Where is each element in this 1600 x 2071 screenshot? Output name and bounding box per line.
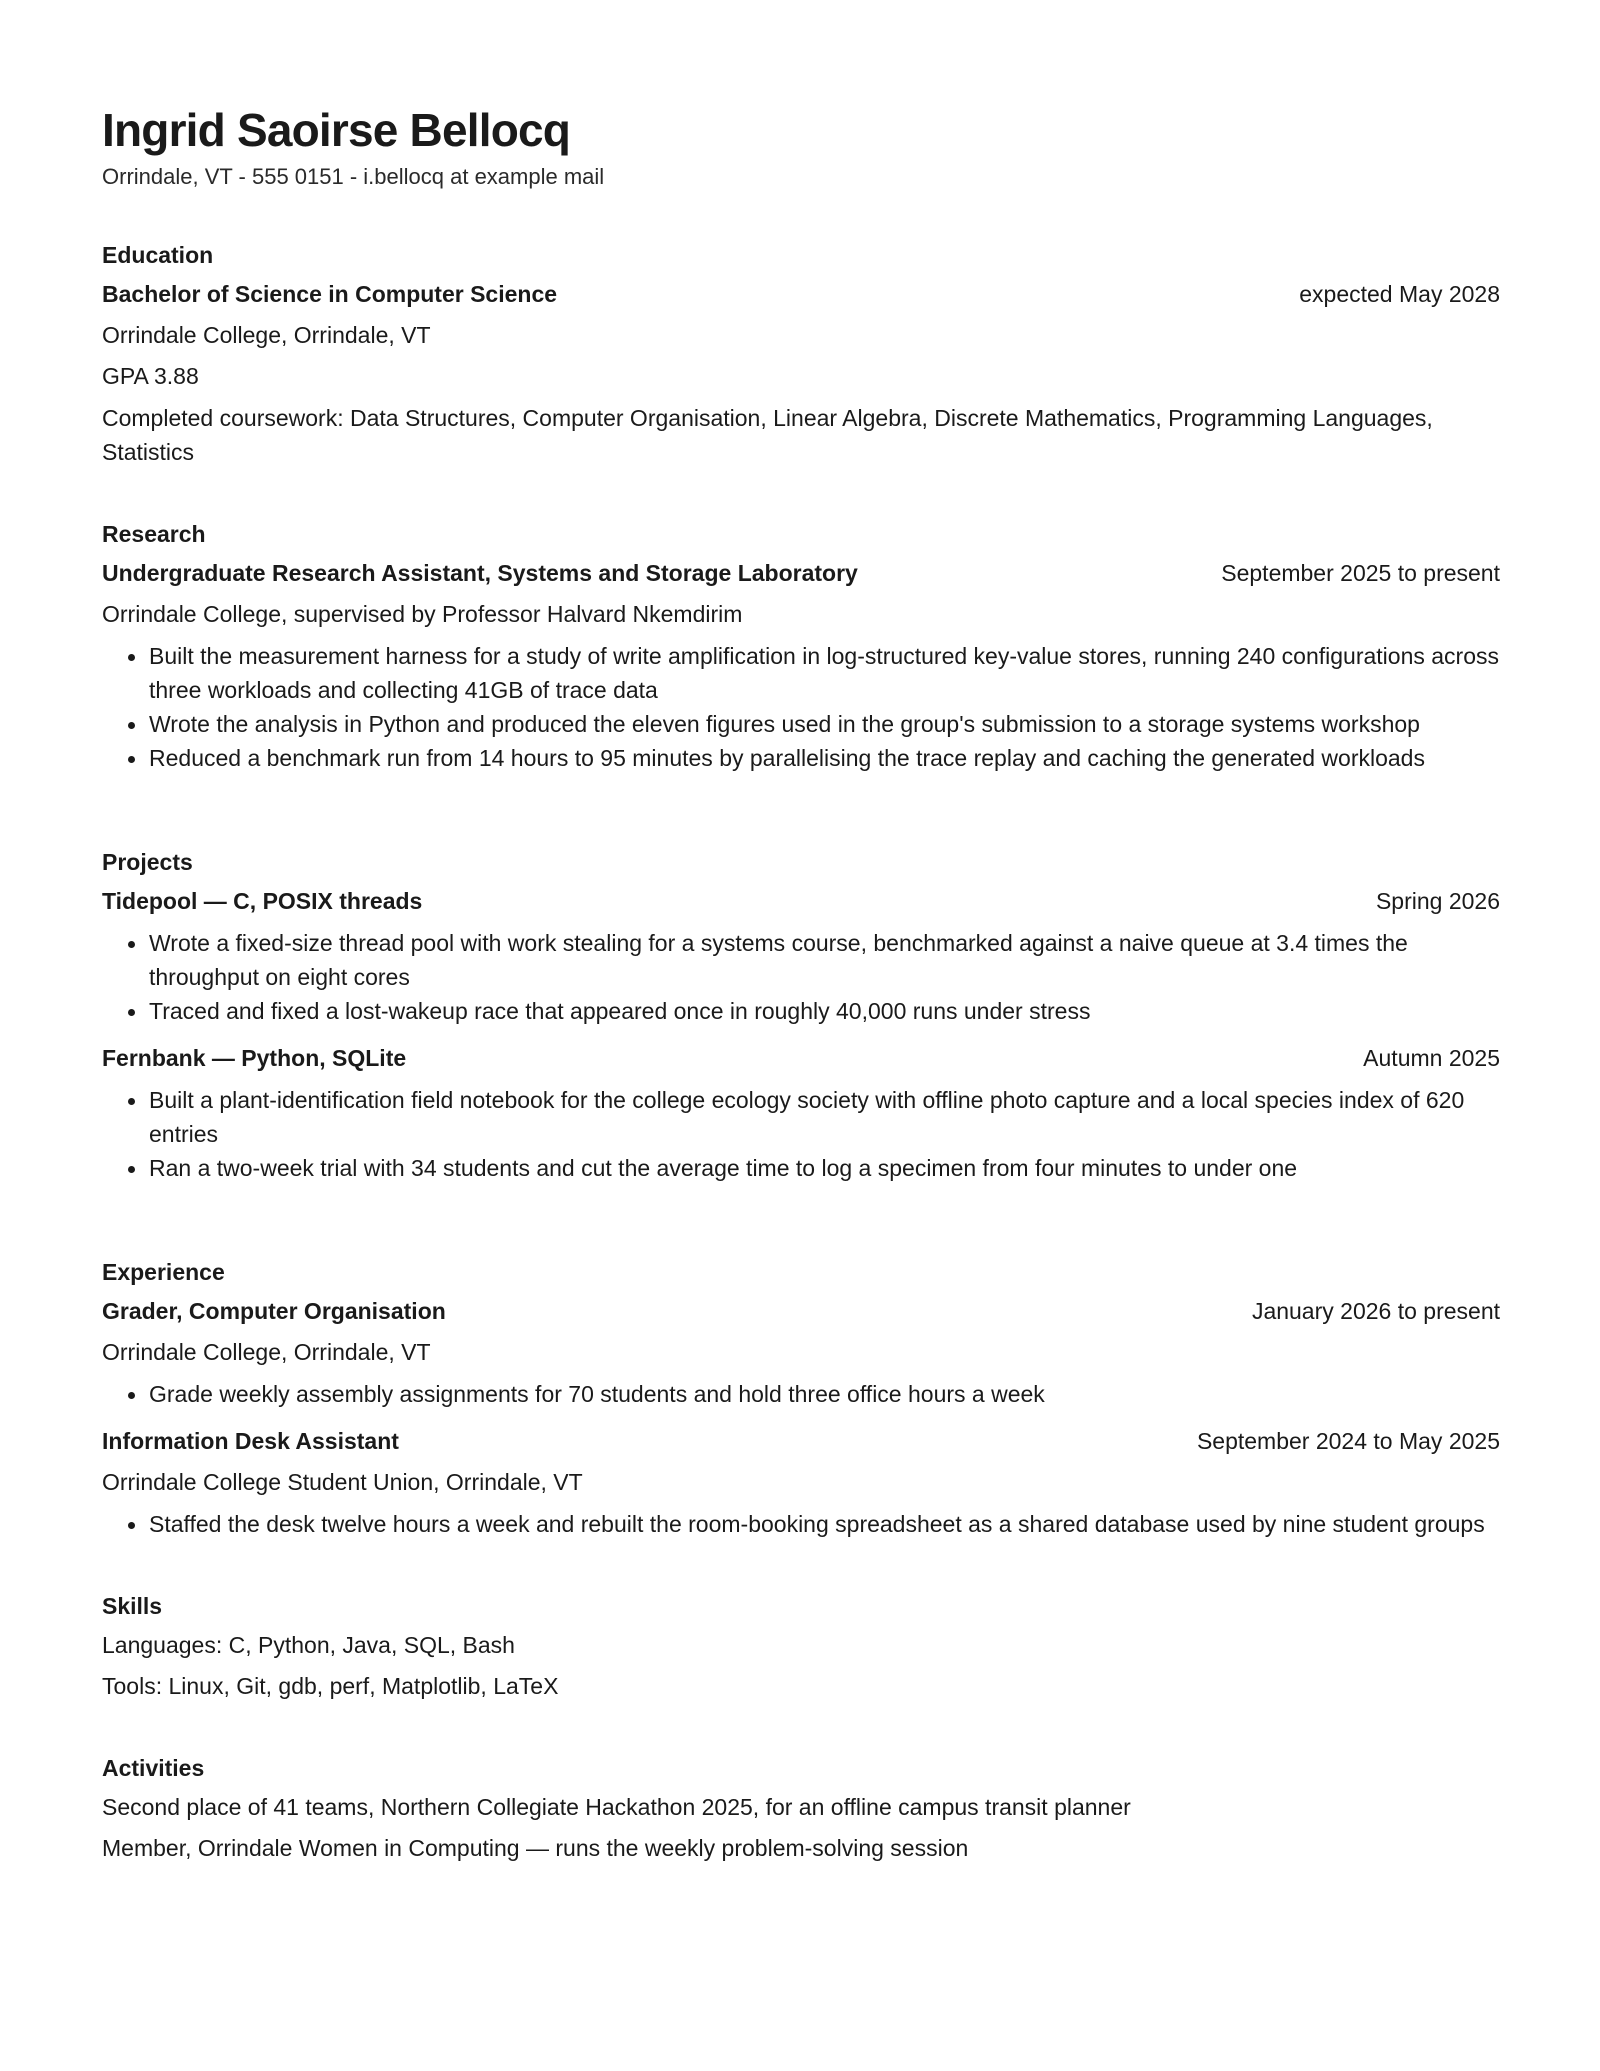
section-title-projects: Projects bbox=[102, 849, 193, 875]
education-section bbox=[102, 240, 1500, 469]
project-date: Autumn 2025 bbox=[1363, 1045, 1500, 1071]
section-title-activities: Activities bbox=[102, 1755, 205, 1781]
list-item bbox=[102, 1151, 1500, 1185]
bullet-text: Traced and fixed a lost-wakeup race that appeared once in roughly 40,000 runs under stress bbox=[149, 998, 1091, 1024]
list-item bbox=[102, 707, 1500, 741]
experience-bullets bbox=[102, 1507, 1500, 1541]
degree-title: Bachelor of Science in Computer Science bbox=[102, 281, 558, 307]
experience-bullets bbox=[102, 1377, 1500, 1411]
research-heading-row bbox=[102, 557, 1500, 590]
project-date: Spring 2026 bbox=[1375, 888, 1500, 914]
bullet-icon bbox=[128, 1166, 135, 1173]
bullet-icon bbox=[128, 756, 135, 763]
bullet-icon bbox=[128, 1098, 135, 1105]
research-org: Orrindale College, supervised by Professor Halvard Nkemdirim bbox=[102, 601, 743, 627]
education-heading-row bbox=[102, 278, 1500, 311]
project-entry-fernbank bbox=[102, 1042, 1500, 1185]
contact-line: Orrindale, VT - 555 0151 - i.bellocq at example mail bbox=[102, 164, 605, 189]
bullet-icon bbox=[128, 722, 135, 729]
list-item bbox=[102, 1377, 1500, 1411]
experience-role: Grader, Computer Organisation bbox=[102, 1298, 446, 1324]
project-name: Tidepool — C, POSIX threads bbox=[102, 888, 423, 914]
project-bullets bbox=[102, 926, 1500, 1028]
experience-heading-row bbox=[102, 1295, 1500, 1328]
gpa: GPA 3.88 bbox=[102, 363, 199, 389]
activity-item: Second place of 41 teams, Northern Collegiate Hackathon 2025, for an offline campus transit planner bbox=[102, 1794, 1131, 1820]
project-name: Fernbank — Python, SQLite bbox=[102, 1045, 407, 1071]
activities-section bbox=[102, 1753, 1500, 1865]
research-bullets bbox=[102, 639, 1500, 775]
section-title-research: Research bbox=[102, 521, 206, 547]
list-item bbox=[102, 1083, 1500, 1151]
degree-date: expected May 2028 bbox=[1299, 281, 1500, 307]
list-item bbox=[102, 639, 1500, 707]
bullet-icon bbox=[128, 654, 135, 661]
experience-entry-info-desk bbox=[102, 1425, 1500, 1541]
section-title-education: Education bbox=[102, 242, 214, 268]
bullet-text: Built the measurement harness for a study of write amplification in log-structured key-value stores, running 240 configurations across three workloads and collecting 41GB of trace data bbox=[149, 643, 1499, 703]
experience-date: January 2026 to present bbox=[1251, 1298, 1500, 1324]
experience-role: Information Desk Assistant bbox=[102, 1428, 399, 1454]
bullet-icon bbox=[128, 1392, 135, 1399]
coursework: Completed coursework: Data Structures, Computer Organisation, Linear Algebra, Discrete Mathematics, Programming Languages, Statistics bbox=[102, 405, 1433, 465]
resume-page bbox=[102, 102, 1500, 1865]
experience-section bbox=[102, 1257, 1500, 1541]
research-date: September 2025 to present bbox=[1221, 560, 1500, 586]
experience-heading-row bbox=[102, 1425, 1500, 1458]
experience-entry-grader bbox=[102, 1295, 1500, 1411]
project-heading-row bbox=[102, 885, 1500, 918]
candidate-name: Ingrid Saoirse Bellocq bbox=[102, 104, 571, 156]
research-role: Undergraduate Research Assistant, Systems and Storage Laboratory bbox=[102, 560, 858, 586]
bullet-text: Staffed the desk twelve hours a week and rebuilt the room-booking spreadsheet as a shared database used by nine student groups bbox=[149, 1511, 1485, 1537]
experience-org: Orrindale College, Orrindale, VT bbox=[102, 1339, 431, 1365]
list-item bbox=[102, 741, 1500, 775]
activity-item: Member, Orrindale Women in Computing — runs the weekly problem-solving session bbox=[102, 1835, 969, 1861]
school-name: Orrindale College, Orrindale, VT bbox=[102, 322, 431, 348]
bullet-text: Grade weekly assembly assignments for 70 students and hold three office hours a week bbox=[149, 1381, 1045, 1407]
bullet-text: Wrote a fixed-size thread pool with work stealing for a systems course, benchmarked against a naive queue at 3.4 times the throughput on eight cores bbox=[149, 930, 1408, 990]
bullet-icon bbox=[128, 941, 135, 948]
research-section bbox=[102, 519, 1500, 775]
section-title-skills: Skills bbox=[102, 1593, 163, 1619]
list-item bbox=[102, 1507, 1500, 1541]
project-entry-tidepool bbox=[102, 885, 1500, 1028]
project-bullets bbox=[102, 1083, 1500, 1185]
experience-date: September 2024 to May 2025 bbox=[1196, 1428, 1500, 1454]
project-heading-row bbox=[102, 1042, 1500, 1075]
bullet-text: Reduced a benchmark run from 14 hours to 95 minutes by parallelising the trace replay and caching the generated workloads bbox=[149, 745, 1425, 771]
section-title-experience: Experience bbox=[102, 1259, 225, 1285]
bullet-text: Wrote the analysis in Python and produced the eleven figures used in the group's submission to a storage systems workshop bbox=[149, 711, 1420, 737]
list-item bbox=[102, 994, 1500, 1028]
skills-tools: Tools: Linux, Git, gdb, perf, Matplotlib, LaTeX bbox=[102, 1673, 559, 1699]
skills-section bbox=[102, 1591, 1500, 1703]
projects-section bbox=[102, 847, 1500, 1185]
skills-languages: Languages: C, Python, Java, SQL, Bash bbox=[102, 1632, 515, 1658]
bullet-icon bbox=[128, 1522, 135, 1529]
bullet-icon bbox=[128, 1009, 135, 1016]
bullet-text: Built a plant-identification field notebook for the college ecology society with offline photo capture and a local species index of 620 entries bbox=[149, 1087, 1465, 1147]
bullet-text: Ran a two-week trial with 34 students and cut the average time to log a specimen from four minutes to under one bbox=[149, 1155, 1298, 1181]
list-item bbox=[102, 926, 1500, 994]
experience-org: Orrindale College Student Union, Orrindale, VT bbox=[102, 1469, 583, 1495]
